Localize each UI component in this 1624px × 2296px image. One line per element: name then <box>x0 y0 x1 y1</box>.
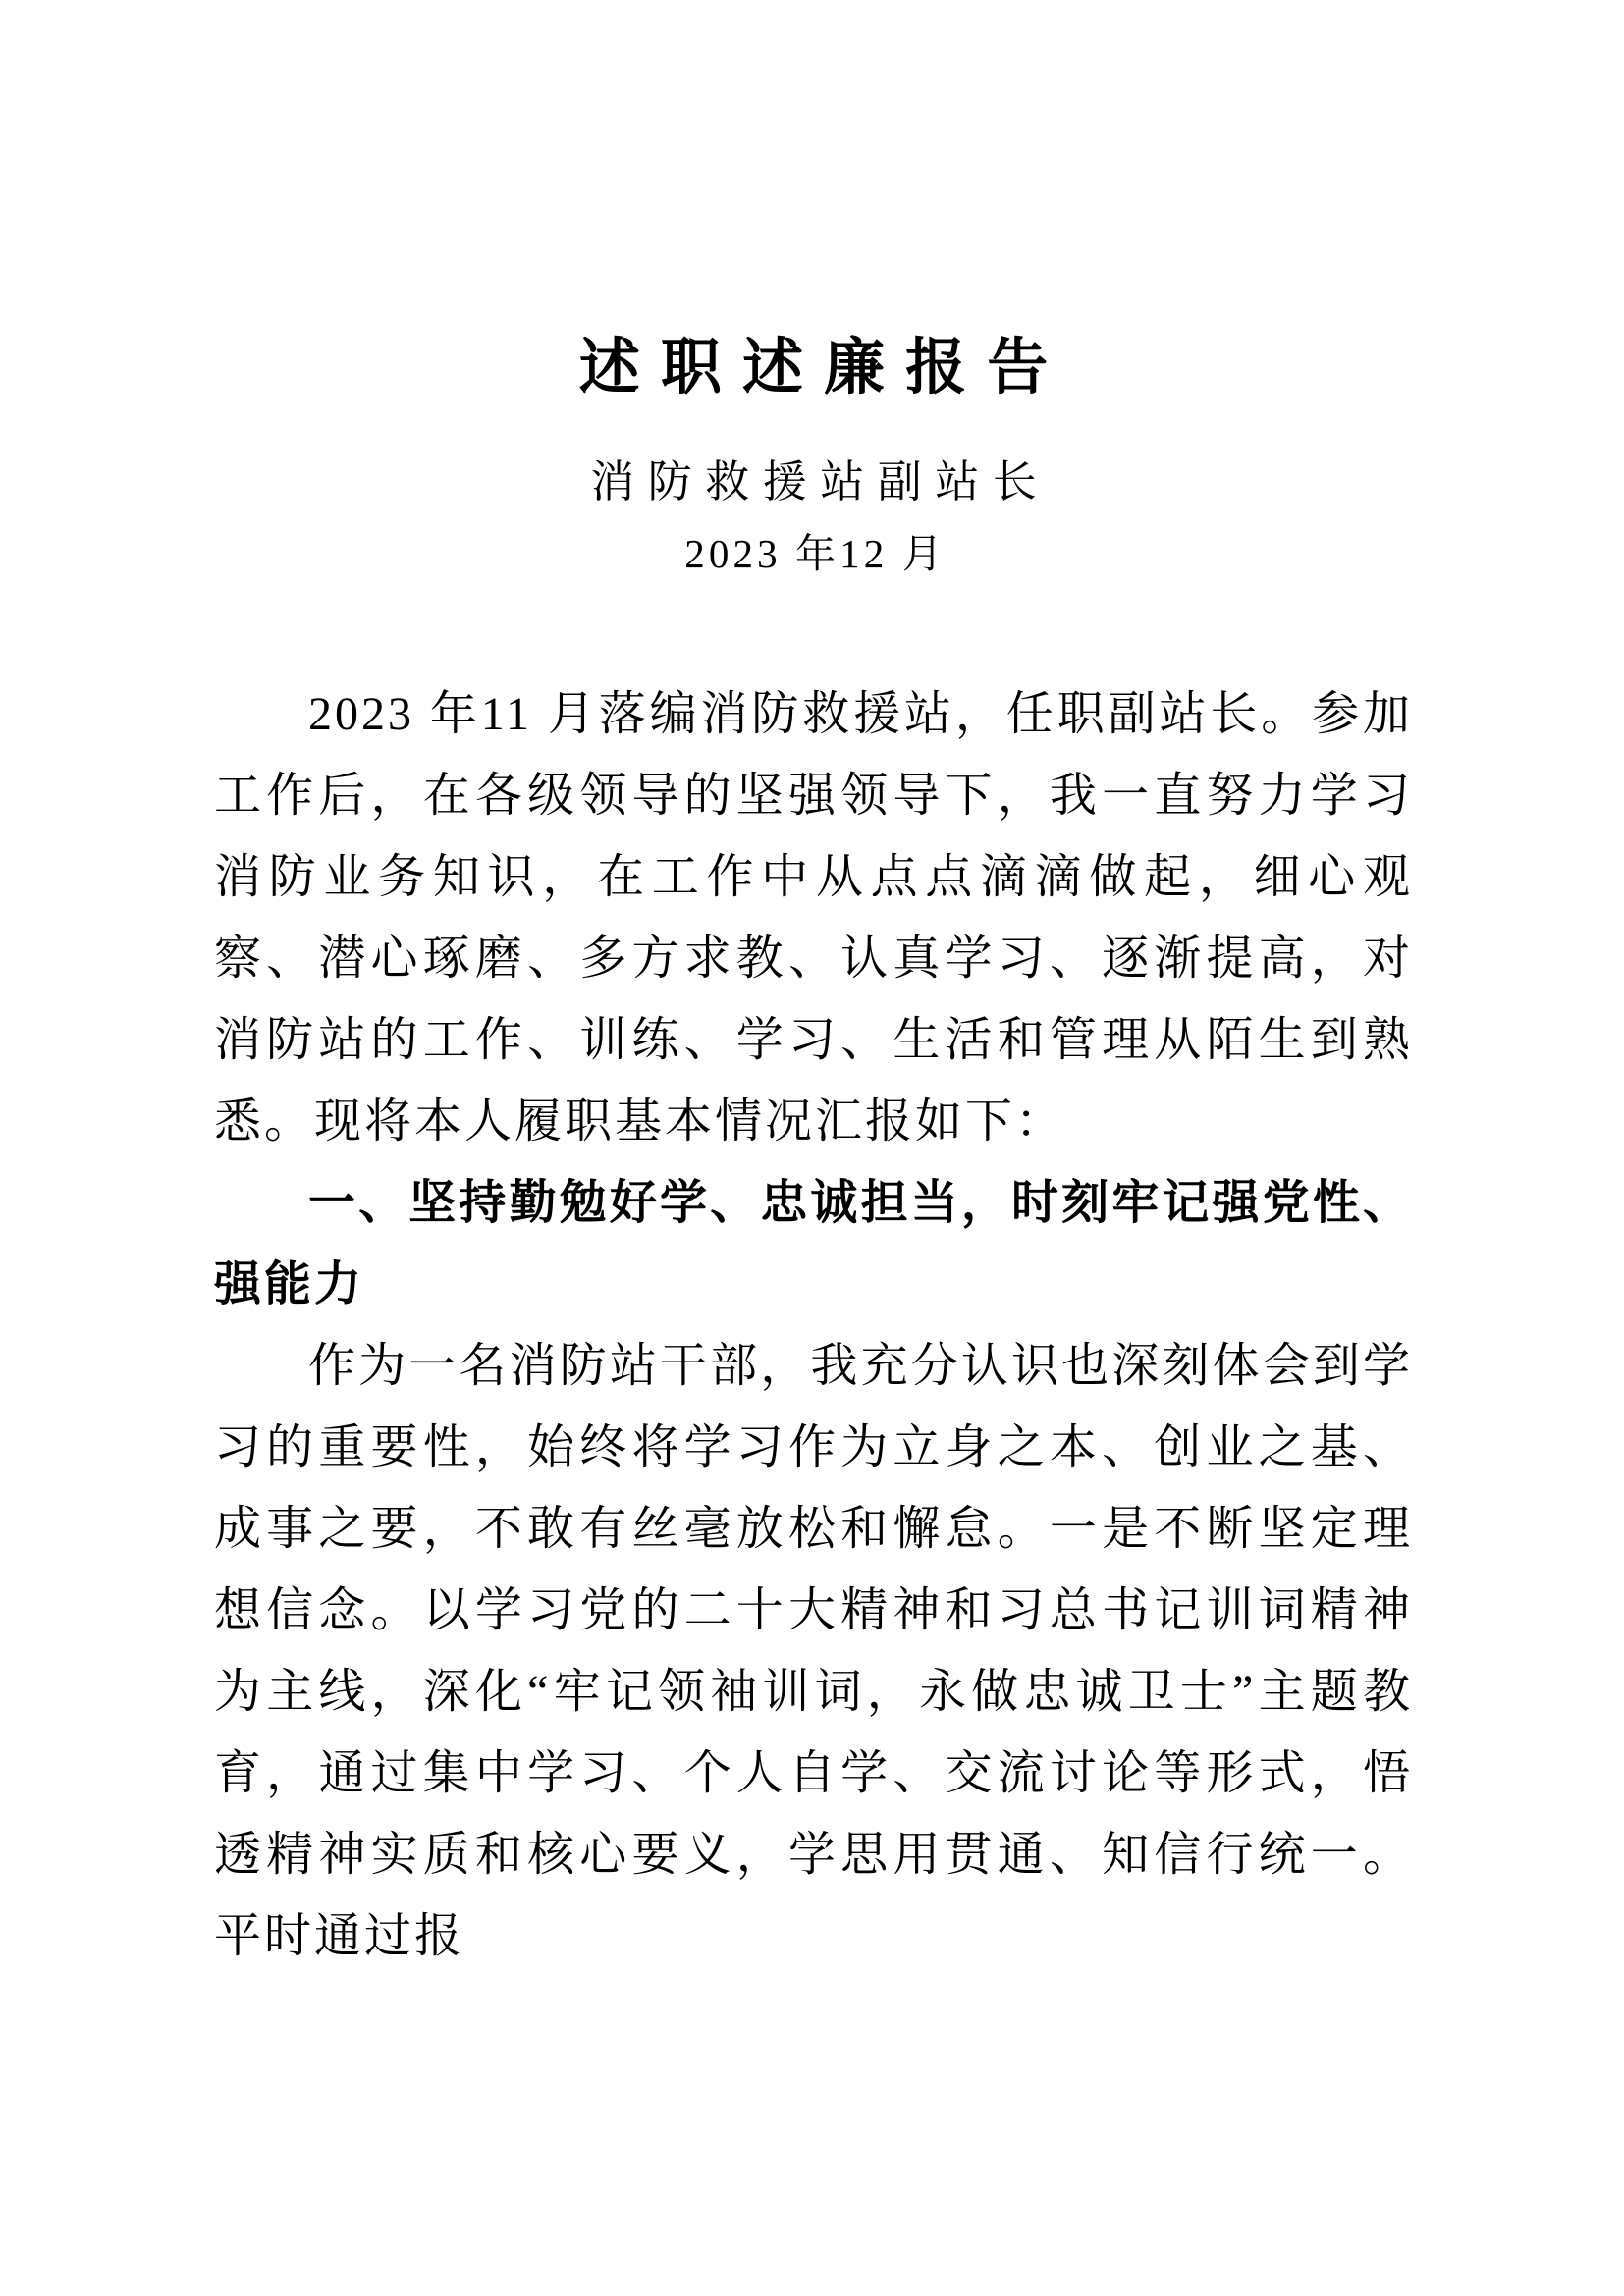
document-title: 述职述廉报告 <box>578 334 1069 401</box>
section-heading-1: 一、坚持勤勉好学、忠诚担当，时刻牢记强党性、强能力 <box>214 1176 1413 1310</box>
paragraph-intro: 2023 年11 月落编消防救援站，任职副站长。参加工作后，在各级领导的坚强领导下，我一直努力学习消防业务知识，在工作中从点点滴滴做起，细心观察、潜心琢磨、多方求教、认真学习、逐渐提高，对消防站的工作、训练、学习、生活和管理从陌生到熟悉。现将本人履职基本情况汇报如下： <box>214 687 1413 1148</box>
paragraph-section-1-body: 作为一名消防站干部，我充分认识也深刻体会到学习的重要性，始终将学习作为立身之本、创业之基、成事之要，不敢有丝毫放松和懈怠。一是不断坚定理想信念。以学习党的二十大精神和习总书记训词精神为主线，深化“牢记领袖训词，永做忠诚卫士”主题教育，通过集中学习、个人自学、交流讨论等形式，悟透精神实质和核心要义，学思用贯通、知信行统一。平时通过报 <box>214 1339 1413 1962</box>
document-body <box>214 673 1413 1977</box>
document-date: 2023 年12 月 <box>684 531 947 577</box>
document-subtitle: 消防救援站副站长 <box>590 456 1051 507</box>
